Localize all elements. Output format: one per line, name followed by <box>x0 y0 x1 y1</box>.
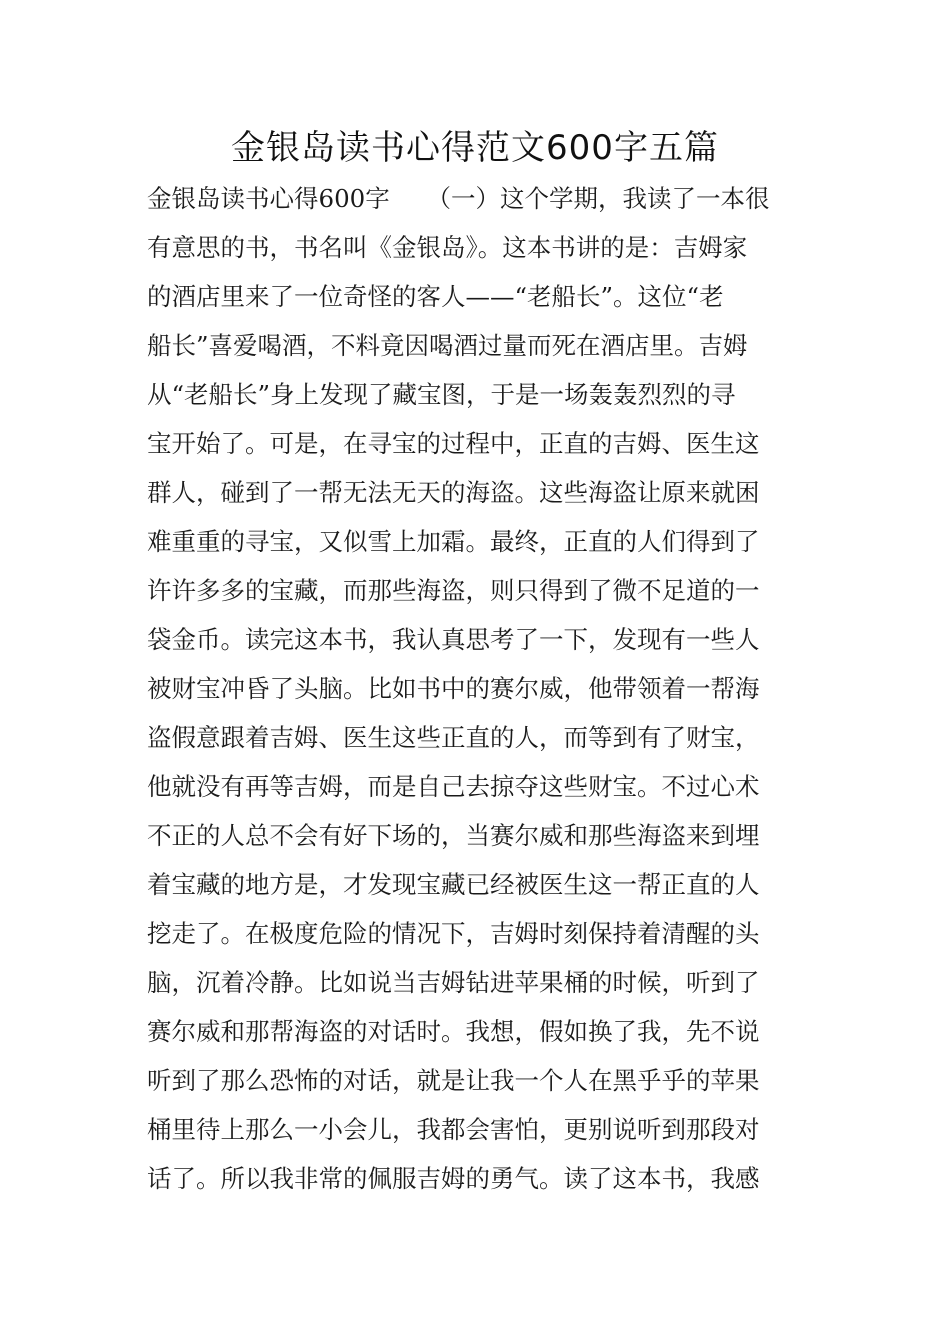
body-line: 被财宝冲昏了头脑。比如书中的赛尔威，他带领着一帮海 <box>147 674 760 703</box>
body-line: 挖走了。在极度危险的情况下，吉姆时刻保持着清醒的头 <box>147 919 760 948</box>
body-line: 金银岛读书心得600字 （一）这个学期，我读了一本很 <box>147 184 770 213</box>
body-line: 脑，沉着冷静。比如说当吉姆钻进苹果桶的时候，听到了 <box>147 968 760 997</box>
body-line: 难重重的寻宝，又似雪上加霜。最终，正直的人们得到了 <box>147 527 760 556</box>
document-title: 金银岛读书心得范文600字五篇 <box>231 128 719 168</box>
body-line: 群人，碰到了一帮无法无天的海盗。这些海盗让原来就困 <box>147 478 760 507</box>
document-body <box>147 174 807 1203</box>
body-line: 许许多多的宝藏，而那些海盗，则只得到了微不足道的一 <box>147 576 760 605</box>
body-line: 听到了那么恐怖的对话，就是让我一个人在黑乎乎的苹果 <box>147 1066 760 1095</box>
body-line: 从“老船长”身上发现了藏宝图，于是一场轰轰烈烈的寻 <box>147 380 736 409</box>
body-line: 船长”喜爱喝酒，不料竟因喝酒过量而死在酒店里。吉姆 <box>147 331 748 360</box>
body-line: 宝开始了。可是，在寻宝的过程中，正直的吉姆、医生这 <box>147 429 760 458</box>
body-line: 着宝藏的地方是，才发现宝藏已经被医生这一帮正直的人 <box>147 870 760 899</box>
body-line: 不正的人总不会有好下场的，当赛尔威和那些海盗来到埋 <box>147 821 760 850</box>
body-line: 的酒店里来了一位奇怪的客人——“老船长”。这位“老 <box>147 282 724 311</box>
body-line: 话了。所以我非常的佩服吉姆的勇气。读了这本书，我感 <box>147 1164 760 1193</box>
body-line: 桶里待上那么一小会儿，我都会害怕，更别说听到那段对 <box>147 1115 760 1144</box>
body-line: 盗假意跟着吉姆、医生这些正直的人，而等到有了财宝， <box>147 723 760 752</box>
body-line: 赛尔威和那帮海盗的对话时。我想，假如换了我，先不说 <box>147 1017 760 1046</box>
body-line: 他就没有再等吉姆，而是自己去掠夺这些财宝。不过心术 <box>147 772 760 801</box>
body-line: 有意思的书，书名叫《金银岛》。这本书讲的是：吉姆家 <box>147 233 748 262</box>
body-line: 袋金币。读完这本书，我认真思考了一下，发现有一些人 <box>147 625 760 654</box>
